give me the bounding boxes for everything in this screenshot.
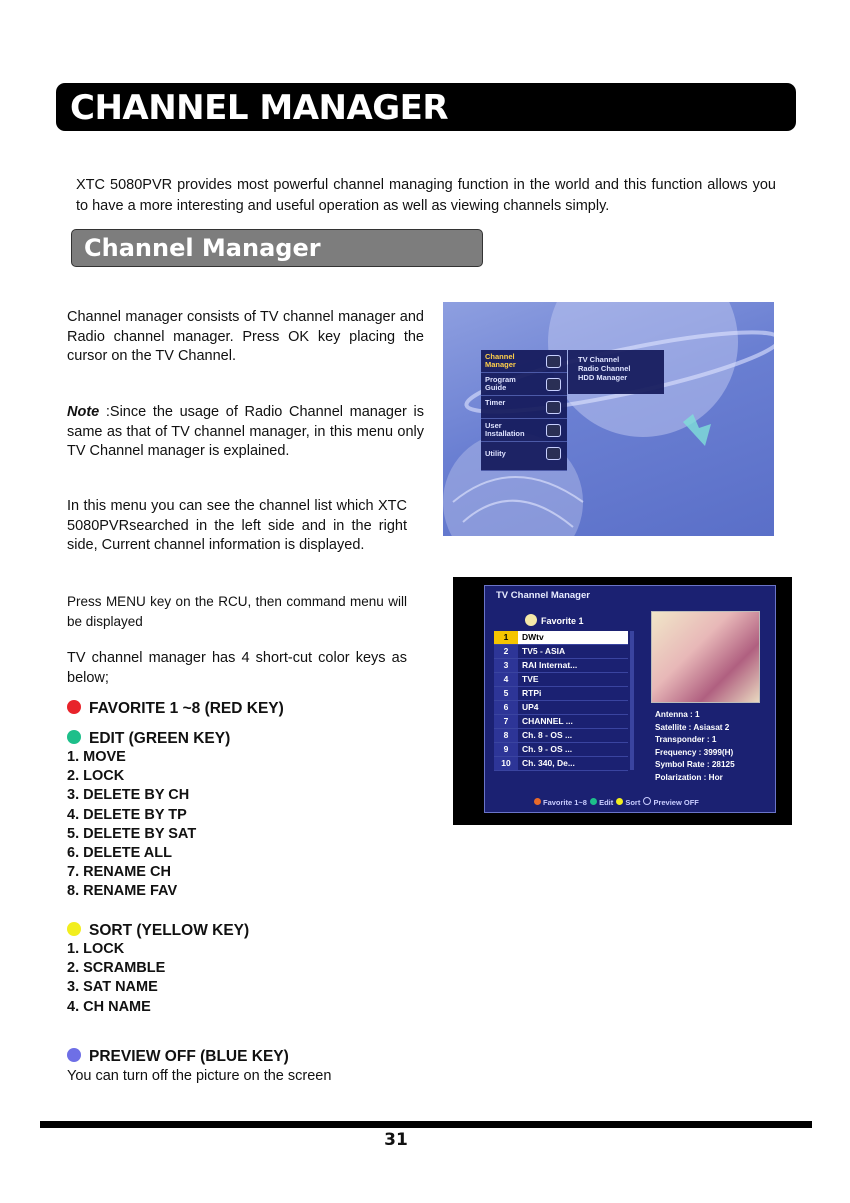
channel-row[interactable]: 10 Ch. 340, De... [494,757,628,771]
edit-key-heading [67,729,230,749]
channel-row[interactable]: 8 Ch. 8 - OS ... [494,729,628,743]
favorite-key-label: FAVORITE 1 ~8 (RED KEY) [89,700,284,717]
yellow-dot-icon [67,922,81,936]
channel-row[interactable]: 4 TVE [494,673,628,687]
page-number: 31 [384,1130,408,1150]
favorite-key-heading [67,699,284,719]
paragraph-overview: Channel manager consists of TV channel manager and Radio channel manager. Press OK key placing the cursor on the TV Channel. [67,309,424,364]
channel-row[interactable]: 7 CHANNEL ... [494,715,628,729]
footer-rule [40,1121,812,1128]
blue-dot-icon [643,797,651,805]
section-title: Channel Manager [84,234,321,262]
sort-key-label: SORT (YELLOW KEY) [89,922,250,939]
paragraph-channel-list: In this menu you can see the channel list which XTC 5080PVRsearched in the left side and in the right side, Current channel information is displayed. [67,498,407,553]
list-item: 6. DELETE ALL [67,845,172,862]
channel-row[interactable]: 6 UP4 [494,701,628,715]
list-item: 4. DELETE BY TP [67,806,187,823]
blue-dot-icon [67,1048,81,1062]
preview-key-description: You can turn off the picture on the screen [67,1068,332,1084]
preview-key-heading [67,1047,289,1067]
page-title: CHANNEL MANAGER [70,88,449,128]
symbol-rate-info: Symbol Rate : 28125 [655,760,735,770]
list-item: 1. MOVE [67,749,126,765]
paragraph-color-keys: TV channel manager has 4 short-cut color keys as below; [67,650,407,686]
list-item: 1. LOCK [67,941,125,957]
menu-item-program-guide[interactable]: Program Guide [481,373,567,396]
intro-paragraph: XTC 5080PVR provides most powerful channel managing function in the world and this function allows you to have a more interesting and useful operation as well as viewing channels simply. [76,177,776,214]
sort-key-heading [67,921,249,941]
polarization-info: Polarization : Hor [655,772,723,782]
tv-manager-title: TV Channel Manager [496,590,590,601]
list-item: 2. SCRAMBLE [67,960,166,977]
color-key-legend: Favorite 1~8 Edit Sort Preview OFF [533,797,699,807]
submenu-item-radio-channel[interactable]: Radio Channel [578,364,631,373]
frequency-info: Frequency : 3999(H) [655,747,734,757]
red-dot-icon [67,700,81,714]
transponder-info: Transponder : 1 [655,735,717,745]
channel-row[interactable]: 1 DWtv [494,631,628,645]
channel-submenu [568,350,664,394]
antenna-info: Antenna : 1 [655,710,700,719]
channel-preview-image [651,611,760,703]
list-item: 4. CH NAME [67,998,151,1015]
timer-icon [546,401,561,414]
list-item: 5. DELETE BY SAT [67,825,197,842]
note-label: Note [67,404,100,420]
list-item: 8. RENAME FAV [67,883,178,900]
channel-info-panel [655,709,735,785]
menu-item-timer[interactable]: Timer [481,396,567,419]
channel-row[interactable]: 2 TV5 - ASIA [494,645,628,659]
list-item: 2. LOCK [67,768,125,785]
list-item: 3. DELETE BY CH [67,787,190,804]
smiley-icon [525,614,537,626]
red-dot-icon [534,798,541,805]
paragraph-note [67,403,424,462]
yellow-dot-icon [616,798,623,805]
submenu-item-tv-channel[interactable]: TV Channel [578,355,620,364]
favorite-group-title: Favorite 1 [541,616,584,626]
menu-item-channel-manager[interactable]: Channel Manager [481,350,567,373]
preview-key-label: PREVIEW OFF (BLUE KEY) [89,1048,289,1065]
menu-item-user-installation[interactable]: User Installation [481,419,567,442]
edit-options-list [67,748,196,902]
list-item: 7. RENAME CH [67,864,171,881]
paragraph-menu-key: Press MENU key on the RCU, then command menu will be displayed [67,594,407,629]
channel-row[interactable]: 3 RAI Internat... [494,659,628,673]
satellite-info: Satellite : Asiasat 2 [655,722,730,732]
menu-item-utility[interactable]: Utility [481,442,567,471]
channel-row[interactable]: 9 Ch. 9 - OS ... [494,743,628,757]
edit-key-label: EDIT (GREEN KEY) [89,730,231,747]
green-dot-icon [67,730,81,744]
submenu-item-hdd-manager[interactable]: HDD Manager [578,373,628,382]
sort-options-list [67,940,165,1017]
channel-manager-icon [546,355,561,368]
channel-row[interactable]: 5 RTPi [494,687,628,701]
green-dot-icon [590,798,597,805]
list-item: 3. SAT NAME [67,979,158,996]
note-text: :Since the usage of Radio Channel manager is same as that of TV channel manager, in this menu only TV Channel manager is explained. [67,404,424,459]
antenna-icon [546,424,561,437]
channel-list-scrollbar[interactable] [630,631,634,770]
satellite-dish-icon [546,447,561,460]
tv-icon [546,378,561,391]
